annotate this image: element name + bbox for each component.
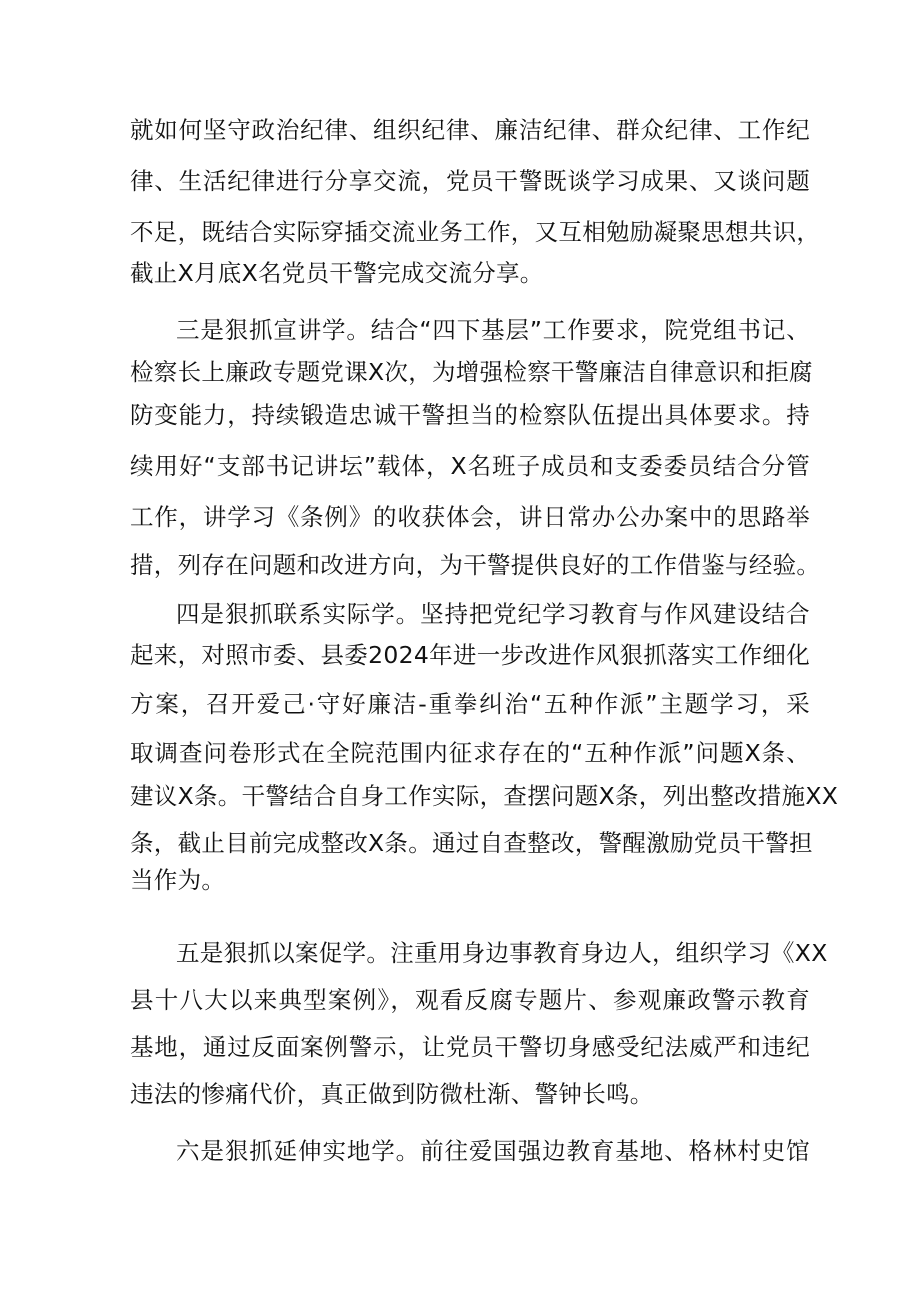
paragraph-2-line-2: 检察长上廉政专题党课X次，为增强检察干警廉洁自律意识和拒腐 <box>130 358 813 386</box>
paragraph-3-line-7: 当作为。 <box>130 866 226 894</box>
paragraph-4-line-4: 违法的惨痛代价，真正做到防微杜渐、警钟长鸣。 <box>130 1080 654 1108</box>
paragraph-3-line-2: 起来，对照市委、县委2024年进一步改进作风狠抓落实工作细化 <box>130 641 810 669</box>
paragraph-1-line-1: 就如何坚守政治纪律、组织纪律、廉洁纪律、群众纪律、工作纪 <box>130 116 810 144</box>
paragraph-2-line-3: 防变能力，持续锻造忠诚干警担当的检察队伍提出具体要求。持 <box>130 401 810 429</box>
paragraph-2-line-6: 措，列存在问题和改进方向，为干警提供良好的工作借鉴与经验。 <box>130 551 821 579</box>
paragraph-3-line-5: 建议X条。干警结合自身工作实际，查摆问题X条，列出整改措施XX <box>130 782 839 810</box>
paragraph-4-line-2: 县十八大以来典型案例》，观看反腐专题片、参观廉政警示教育 <box>130 986 810 1014</box>
paragraph-2-line-5: 工作，讲学习《条例》的收获体会，讲日常办公办案中的思路举 <box>130 503 810 531</box>
paragraph-3-line-6: 条，截止目前完成整改X条。通过自查整改，警醒激励党员干警担 <box>130 829 813 857</box>
paragraph-3-line-4: 取调查问卷形式在全院范围内征求存在的“五种作派”问题X条、 <box>130 739 810 767</box>
paragraph-3-line-1: 四是狠抓联系实际学。坚持把党纪学习教育与作风建设结合 <box>176 600 810 628</box>
paragraph-5-line-1: 六是狠抓延伸实地学。前往爱国强边教育基地、格林村史馆 <box>176 1137 810 1165</box>
paragraph-2-line-4: 续用好“支部书记讲坛”载体，X名班子成员和支委委员结合分管 <box>130 452 810 480</box>
paragraph-1-line-3: 不足，既结合实际穿插交流业务工作，又互相勉励凝聚思想共识， <box>130 218 821 246</box>
paragraph-3-line-3: 方案，召开爱己·守好廉洁-重拳纠治“五种作派”主题学习，采 <box>130 690 810 718</box>
paragraph-4-line-1: 五是狠抓以案促学。注重用身边事教育身边人，组织学习《XX <box>176 939 828 967</box>
paragraph-4-line-3: 基地，通过反面案例警示，让党员干警切身感受纪法威严和违纪 <box>130 1033 810 1061</box>
paragraph-2-line-1: 三是狠抓宣讲学。结合“四下基层”工作要求，院党组书记、 <box>176 316 810 344</box>
paragraph-1-line-2: 律、生活纪律进行分享交流，党员干警既谈学习成果、又谈问题 <box>130 167 810 195</box>
paragraph-1-line-4: 截止X月底X名党员干警完成交流分享。 <box>130 259 544 287</box>
